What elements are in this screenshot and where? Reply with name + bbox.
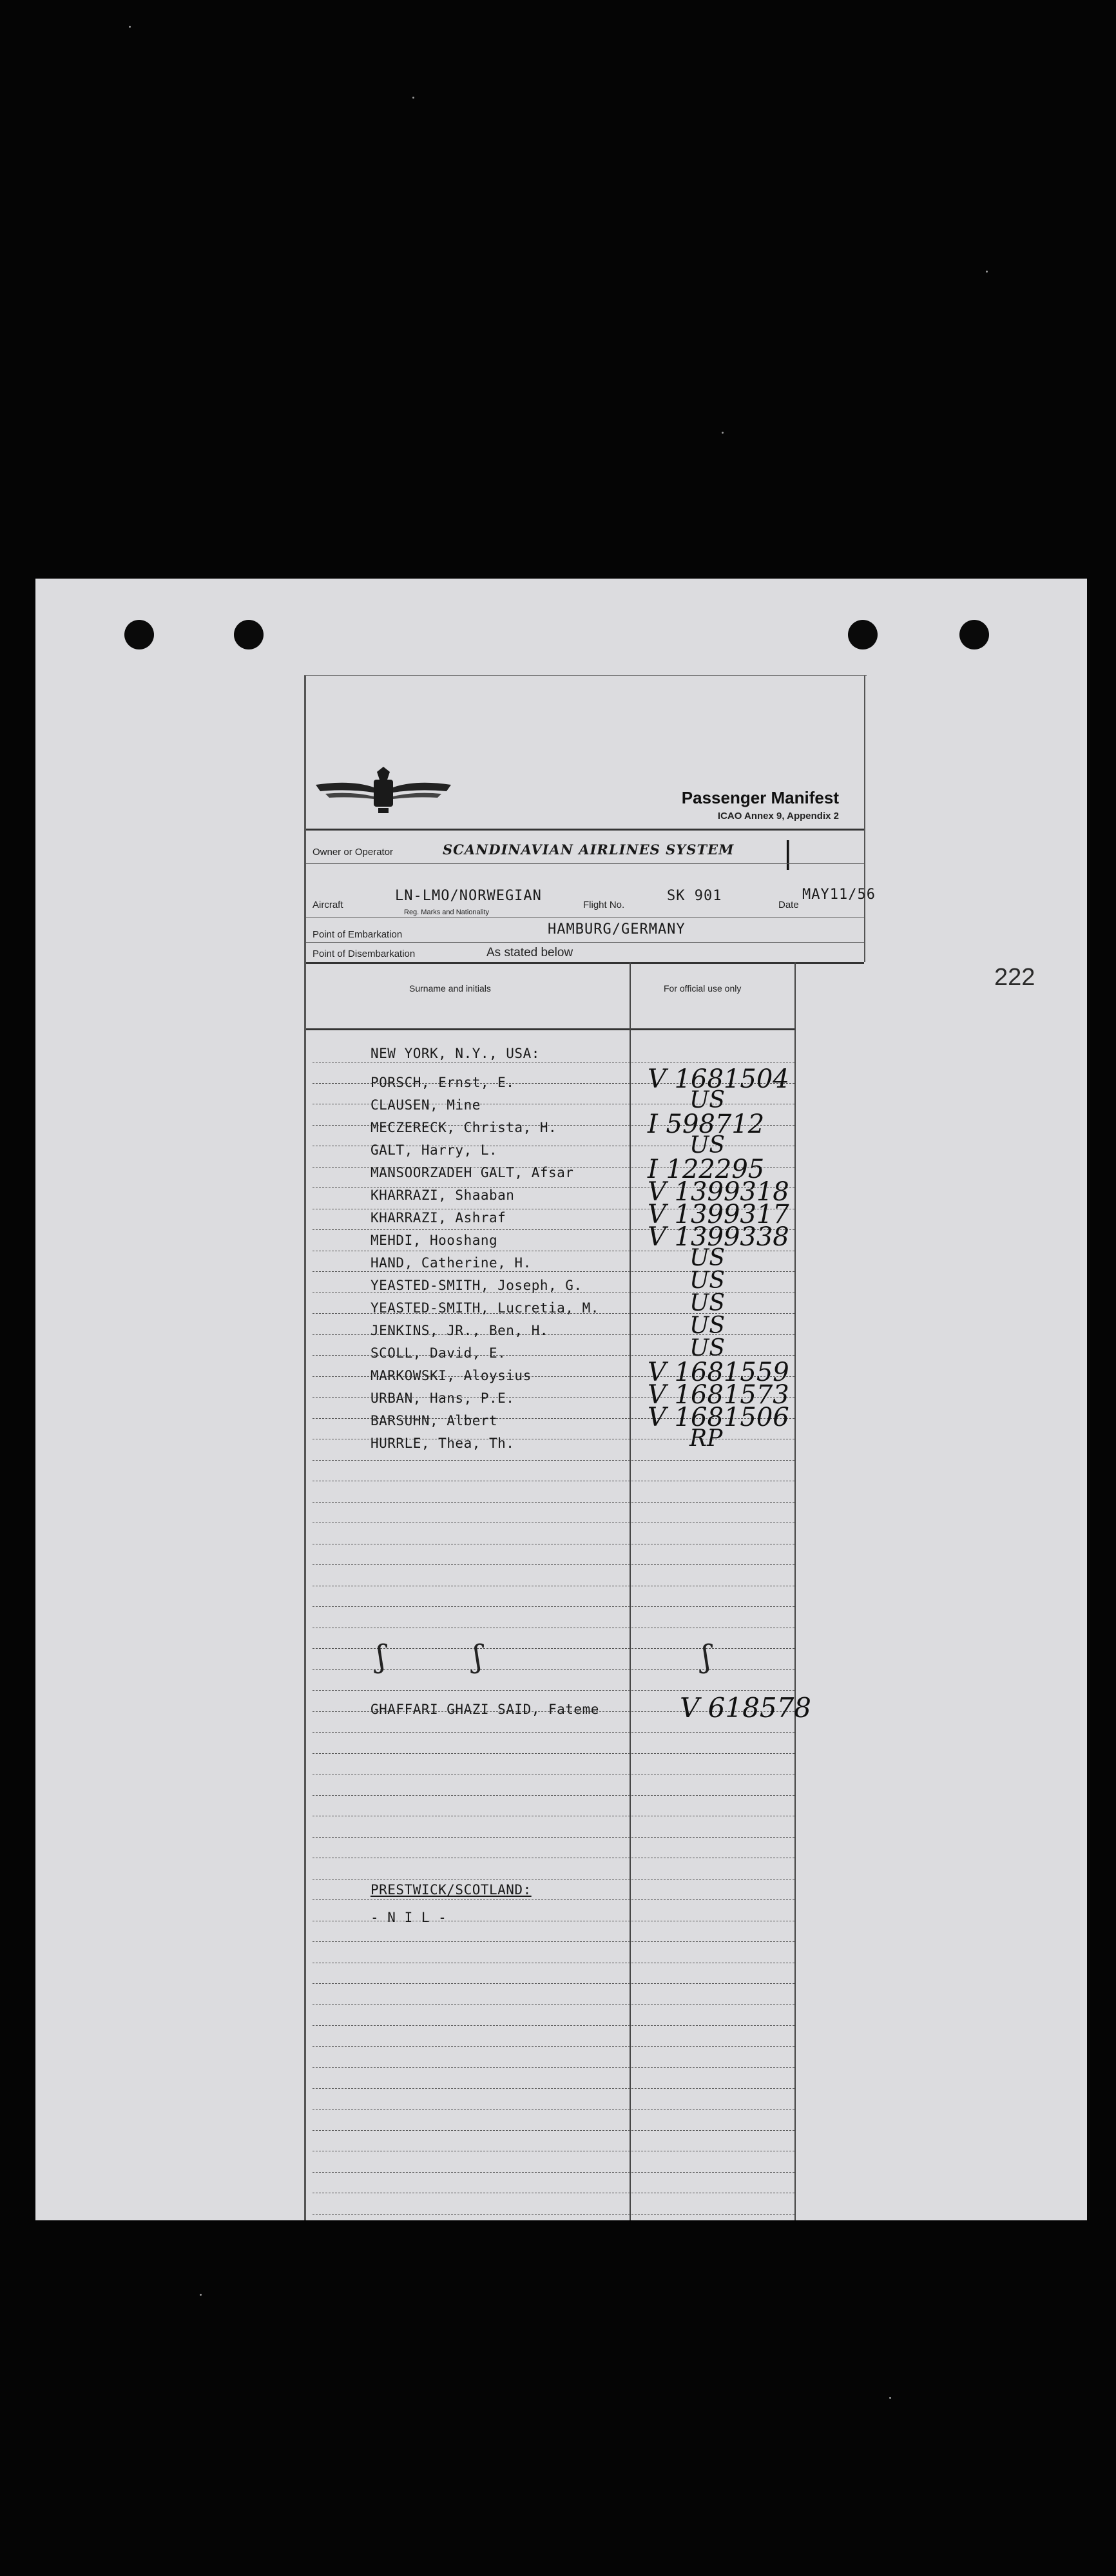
- manifest-sheet: [35, 579, 1087, 2220]
- row-rule: [313, 1753, 794, 1754]
- passenger-official-mark: I 122295: [648, 1155, 765, 1184]
- destination-heading: NEW YORK, N.Y., USA:: [370, 1046, 540, 1061]
- embarkation-value: HAMBURG/GERMANY: [548, 921, 686, 937]
- prestwick-heading: PRESTWICK/SCOTLAND:: [370, 1882, 532, 1898]
- row-rule: [313, 2067, 794, 2068]
- row-rule: [313, 1795, 794, 1796]
- passenger-official-mark: US: [689, 1312, 726, 1339]
- owner-value: SCANDINAVIAN AIRLINES SYSTEM: [443, 841, 735, 858]
- aircraft-label: Aircraft: [313, 899, 343, 910]
- embarkation-label: Point of Embarkation: [313, 929, 403, 940]
- passenger-name: PORSCH, Ernst, E.: [370, 1075, 515, 1090]
- passenger-name: MARKOWSKI, Aloysius: [370, 1368, 532, 1383]
- passenger-official-mark: US: [689, 1087, 726, 1113]
- row-rule: [313, 2214, 794, 2215]
- disembarkation-label: Point of Disembarkation: [313, 948, 416, 959]
- row-rule: [313, 1502, 794, 1503]
- page-number: 222: [994, 964, 1035, 991]
- passenger-official-mark: I 598712: [648, 1110, 765, 1139]
- reg-marks-label: Reg. Marks and Nationality: [404, 908, 490, 916]
- row-rule: [313, 1564, 794, 1565]
- passenger-manifest-form: Passenger Manifest ICAO Annex 9, Appendix 2 Owner or Operator SCANDINAVIAN AIRLINES SYSTEM | Aircraft LN-LMO/NORWEGIAN Reg. Marks and Nationality Flight No. SK 901 Date MAY11/56 Point of Embarkation HAMBURG/GERMANY Point of Disembarkation As stated below Surname and initials For official use only NEW YORK, N.Y., USA: PORSCH, Ernst, E. V 1681504 CLAUSEN, Mine US MECZERECK, Christa, H. I 598712 GALT, Harry, L. US MANSOORZADEH GALT, Afsar I 122295 KHARRAZI, Shaaban V 1399318 KHARRAZI, Ashraf V 1399317 MEHDI, Hooshang V 1399338 HAND, Catherine, H. US YEASTED-SMITH, Joseph, G. US YEASTED-SMITH, Lucretia, M. US JENKINS, JR., Ben, H. US SCOLL, David, E. US MARKOWSKI, Aloysius V 1681559 URBAN, Hans, P.E. V 1681573 BARSUHN, Albert V 1681506 HURRLE, Thea, Th. RP ʃ ʃ ʃ GHAFFARI GHAZI SAID, Fateme V 618578 PRESTWICK/SCOTLAND: - N I L -: [304, 675, 865, 2220]
- row-rule: [313, 1983, 794, 1984]
- row-rule: [313, 1941, 794, 1942]
- passenger-name: URBAN, Hans, P.E.: [370, 1390, 515, 1406]
- passenger-official-mark: V 1399318: [648, 1177, 789, 1207]
- row-rule: [313, 1732, 794, 1733]
- form-subtitle: ICAO Annex 9, Appendix 2: [717, 811, 839, 822]
- punch-hole: [959, 620, 989, 649]
- passenger-official-mark: V 1399317: [648, 1200, 789, 1229]
- passenger-official-mark: V 1681506: [648, 1403, 789, 1432]
- passenger-name: HURRLE, Thea, Th.: [370, 1436, 515, 1451]
- passenger-official-mark: US: [689, 1290, 726, 1316]
- passenger-name: MANSOORZADEH GALT, Afsar: [370, 1165, 574, 1180]
- passenger-official-mark: US: [689, 1267, 726, 1294]
- passenger-official-mark: V 1681573: [648, 1380, 789, 1410]
- passenger-official-mark: V 1681559: [648, 1358, 789, 1387]
- added-passenger-mark: V 618578: [680, 1692, 812, 1724]
- passenger-official-mark: V 1399338: [648, 1222, 789, 1252]
- date-label: Date: [778, 899, 799, 910]
- flight-no-label: Flight No.: [583, 899, 625, 910]
- aircraft-value: LN-LMO/NORWEGIAN: [395, 888, 542, 904]
- row-rule: [313, 1460, 794, 1461]
- row-rule: [313, 1690, 794, 1691]
- added-passenger-name: GHAFFARI GHAZI SAID, Fateme: [370, 1702, 599, 1717]
- row-rule: [313, 2130, 794, 2131]
- punch-hole: [848, 620, 878, 649]
- row-rule: [313, 2088, 794, 2089]
- row-rule: [313, 1899, 794, 1900]
- passenger-official-mark: RP: [689, 1425, 723, 1452]
- flight-no-value: SK 901: [667, 888, 722, 904]
- punch-hole: [124, 620, 154, 649]
- passenger-name: GALT, Harry, L.: [370, 1142, 498, 1158]
- passenger-name: KHARRAZI, Shaaban: [370, 1187, 515, 1203]
- airline-wings-emblem-icon: [313, 765, 454, 817]
- row-rule: [313, 2172, 794, 2173]
- form-title: Passenger Manifest: [681, 788, 839, 807]
- passenger-name: BARSUHN, Albert: [370, 1413, 498, 1428]
- passenger-name: YEASTED-SMITH, Joseph, G.: [370, 1278, 582, 1293]
- row-rule: [313, 2025, 794, 2026]
- row-rule: [313, 2046, 794, 2047]
- row-rule: [313, 1606, 794, 1607]
- official-use-column-header: For official use only: [664, 983, 742, 994]
- passenger-official-mark: US: [689, 1132, 726, 1158]
- passenger-official-mark: V 1681504: [648, 1064, 789, 1094]
- disembarkation-value: As stated below: [486, 946, 573, 959]
- passenger-name: JENKINS, JR., Ben, H.: [370, 1323, 549, 1338]
- passenger-name: MEHDI, Hooshang: [370, 1233, 498, 1248]
- punch-hole: [234, 620, 264, 649]
- passenger-official-mark: US: [689, 1335, 726, 1361]
- passenger-name: SCOLL, David, E.: [370, 1345, 506, 1361]
- passenger-name: CLAUSEN, Mine: [370, 1097, 481, 1113]
- row-rule: [313, 2109, 794, 2110]
- date-value: MAY11/56: [802, 887, 876, 903]
- passenger-name: YEASTED-SMITH, Lucretia, M.: [370, 1300, 599, 1316]
- passenger-name: KHARRAZI, Ashraf: [370, 1210, 506, 1226]
- passenger-name: HAND, Catherine, H.: [370, 1255, 532, 1271]
- row-rule: [313, 2004, 794, 2005]
- surname-column-header: Surname and initials: [409, 983, 491, 994]
- row-rule: [313, 1837, 794, 1838]
- passenger-official-mark: US: [689, 1245, 726, 1271]
- prestwick-value: - N I L -: [370, 1910, 447, 1925]
- passenger-name: MECZERECK, Christa, H.: [370, 1120, 557, 1135]
- owner-label: Owner or Operator: [313, 847, 394, 858]
